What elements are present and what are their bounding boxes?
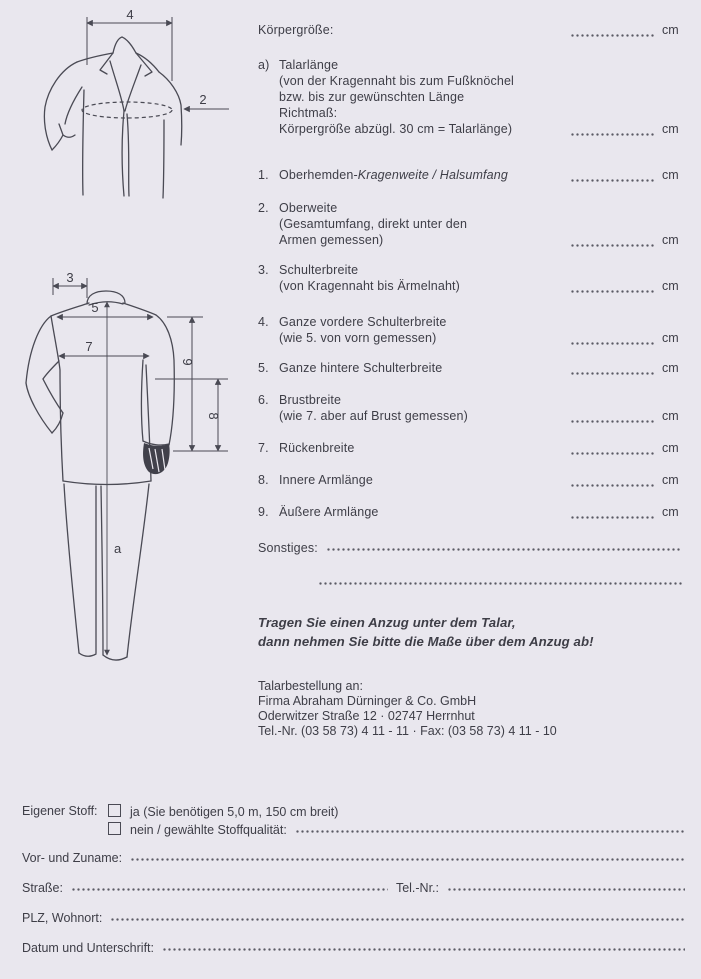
- suit-back-diagram: [15, 265, 255, 677]
- row-subline: Richtmaß:: [279, 106, 338, 120]
- dim-label-a: a: [114, 541, 122, 556]
- suit-back-outline: [26, 291, 174, 660]
- dim-label-7: 7: [85, 339, 93, 354]
- row-prefix: a): [258, 58, 270, 72]
- row-schulterbreite: [258, 262, 682, 294]
- row-title: Innere Armlänge: [279, 473, 373, 487]
- row-koerpergroesse: [258, 22, 682, 38]
- schulterbreite-entry-line[interactable]: [570, 281, 656, 294]
- row-title: Schulterbreite: [279, 263, 359, 277]
- row-prefix: 1.: [258, 168, 269, 182]
- field-name: [22, 849, 685, 866]
- notice-line: dann nehmen Sie bitte die Maße über dem Anzug ab!: [258, 634, 594, 649]
- fabric-option-yes: [108, 803, 685, 821]
- unit-label: cm: [662, 279, 679, 293]
- row-sonstiges: [258, 539, 682, 556]
- street-entry-line[interactable]: [71, 879, 388, 892]
- jacket-front-diagram: [20, 8, 245, 208]
- row-sonstiges-2: [258, 573, 682, 586]
- kragenweite-entry-line[interactable]: [570, 170, 656, 183]
- row-title: Oberhemden-: [279, 168, 358, 182]
- row-title: Talarlänge: [279, 58, 339, 72]
- row-subline: (von der Kragennaht bis zum Fußknöchel: [279, 74, 514, 88]
- fabric-option-no: [108, 821, 685, 839]
- fabric-yes-checkbox[interactable]: [108, 804, 121, 817]
- order-address-intro: Talarbestellung an:: [258, 679, 363, 693]
- row-vordere-schulterbreite: [258, 314, 682, 346]
- row-talarlaenge: [258, 57, 682, 137]
- row-aeussere-armlaenge: [258, 504, 682, 520]
- jacket-front-outline: [44, 37, 181, 198]
- row-title: Ganze vordere Schulterbreite: [279, 315, 447, 329]
- rueckenbreite-entry-line[interactable]: [570, 443, 656, 456]
- unit-label: cm: [662, 233, 679, 247]
- sonstiges-entry-line-1[interactable]: [326, 539, 682, 552]
- street-label: Straße:: [22, 881, 63, 895]
- city-entry-line[interactable]: [110, 909, 685, 922]
- row-prefix: 9.: [258, 505, 269, 519]
- sonstiges-entry-line-2[interactable]: [318, 573, 682, 586]
- row-subline: (wie 7. aber auf Brust gemessen): [279, 409, 468, 423]
- field-street: [22, 879, 685, 896]
- signature-entry-line[interactable]: [162, 939, 685, 952]
- row-title: Brustbreite: [279, 393, 342, 407]
- row-subline: (wie 5. von vorn gemessen): [279, 331, 437, 345]
- row-subline: Körpergröße abzügl. 30 cm = Talarlänge): [279, 122, 513, 136]
- unit-label: cm: [662, 473, 679, 487]
- fabric-quality-entry-line[interactable]: [295, 821, 685, 834]
- row-title: Äußere Armlänge: [279, 505, 379, 519]
- unit-label: cm: [662, 409, 679, 423]
- order-address-phone: Tel.-Nr. (03 58 73) 4 11 - 11 · Fax: (03 58 73) 4 11 - 10: [258, 724, 557, 738]
- brustbreite-entry-line[interactable]: [570, 411, 656, 424]
- row-prefix: 8.: [258, 473, 269, 487]
- row-title: Ganze hintere Schulterbreite: [279, 361, 443, 375]
- oberweite-entry-line[interactable]: [570, 235, 656, 248]
- unit-label: cm: [662, 23, 679, 37]
- dim-label-5: 5: [91, 300, 99, 315]
- fabric-label: Eigener Stoff:: [22, 804, 98, 818]
- order-address-block: [258, 679, 557, 739]
- row-kragenweite: [258, 167, 682, 183]
- row-label: Körpergröße:: [258, 23, 334, 37]
- row-subline: (von Kragennaht bis Ärmelnaht): [279, 279, 460, 293]
- unit-label: cm: [662, 441, 679, 455]
- unit-label: cm: [662, 505, 679, 519]
- tel-entry-line[interactable]: [447, 879, 685, 892]
- row-prefix: 5.: [258, 361, 269, 375]
- row-subline: (Gesamtumfang, direkt unter den: [279, 217, 468, 231]
- order-address-street: Oderwitzer Straße 12 · 02747 Herrnhut: [258, 709, 475, 723]
- row-brustbreite: [258, 392, 682, 424]
- aeussere-armlaenge-entry-line[interactable]: [570, 507, 656, 520]
- row-innere-armlaenge: [258, 472, 682, 488]
- field-city: [22, 909, 685, 926]
- dim-label-8: 8: [206, 412, 221, 420]
- contact-section: [22, 849, 685, 959]
- suit-notice: [258, 613, 594, 651]
- innere-armlaenge-entry-line[interactable]: [570, 475, 656, 488]
- order-address-company: Firma Abraham Dürninger & Co. GmbH: [258, 694, 477, 708]
- row-prefix: 3.: [258, 263, 269, 277]
- unit-label: cm: [662, 168, 679, 182]
- dim-label-9: 9: [180, 358, 195, 366]
- tel-label: Tel.-Nr.:: [395, 881, 439, 895]
- fabric-yes-label: ja (Sie benötigen 5,0 m, 150 cm breit): [130, 805, 339, 819]
- dimension-lines-back: [53, 278, 228, 655]
- hintere-schulterbreite-entry-line[interactable]: [570, 363, 656, 376]
- row-prefix: 7.: [258, 441, 269, 455]
- city-label: PLZ, Wohnort:: [22, 911, 103, 925]
- field-signature: [22, 939, 685, 956]
- row-prefix: 2.: [258, 201, 269, 215]
- row-subline: Armen gemessen): [279, 233, 384, 247]
- koerpergroesse-entry-line[interactable]: [570, 25, 656, 38]
- dim-label-4: 4: [126, 8, 134, 22]
- row-rueckenbreite: [258, 440, 682, 456]
- unit-label: cm: [662, 331, 679, 345]
- row-title: Rückenbreite: [279, 441, 355, 455]
- name-entry-line[interactable]: [130, 849, 685, 862]
- fabric-no-checkbox[interactable]: [108, 822, 121, 835]
- notice-line: Tragen Sie einen Anzug unter dem Talar,: [258, 615, 516, 630]
- talarlaenge-entry-line[interactable]: [570, 124, 656, 137]
- row-title-italic: Kragenweite / Halsumfang: [357, 168, 508, 182]
- sonstiges-label: Sonstiges:: [258, 541, 318, 555]
- fabric-options: [108, 803, 685, 839]
- dim-label-3: 3: [66, 270, 74, 285]
- row-title: Oberweite: [279, 201, 338, 215]
- signature-label: Datum und Unterschrift:: [22, 941, 154, 955]
- dimension-lines-front: [87, 17, 229, 109]
- row-prefix: 6.: [258, 393, 269, 407]
- row-subline: bzw. bis zur gewünschten Länge: [279, 90, 465, 104]
- dim-label-2: 2: [199, 92, 207, 107]
- fabric-no-label: nein / gewählte Stoffqualität:: [130, 823, 287, 837]
- unit-label: cm: [662, 361, 679, 375]
- row-hintere-schulterbreite: [258, 360, 682, 376]
- name-label: Vor- und Zuname:: [22, 851, 123, 865]
- unit-label: cm: [662, 122, 679, 136]
- row-oberweite: [258, 200, 682, 248]
- vordere-schulterbreite-entry-line[interactable]: [570, 333, 656, 346]
- row-prefix: 4.: [258, 315, 269, 329]
